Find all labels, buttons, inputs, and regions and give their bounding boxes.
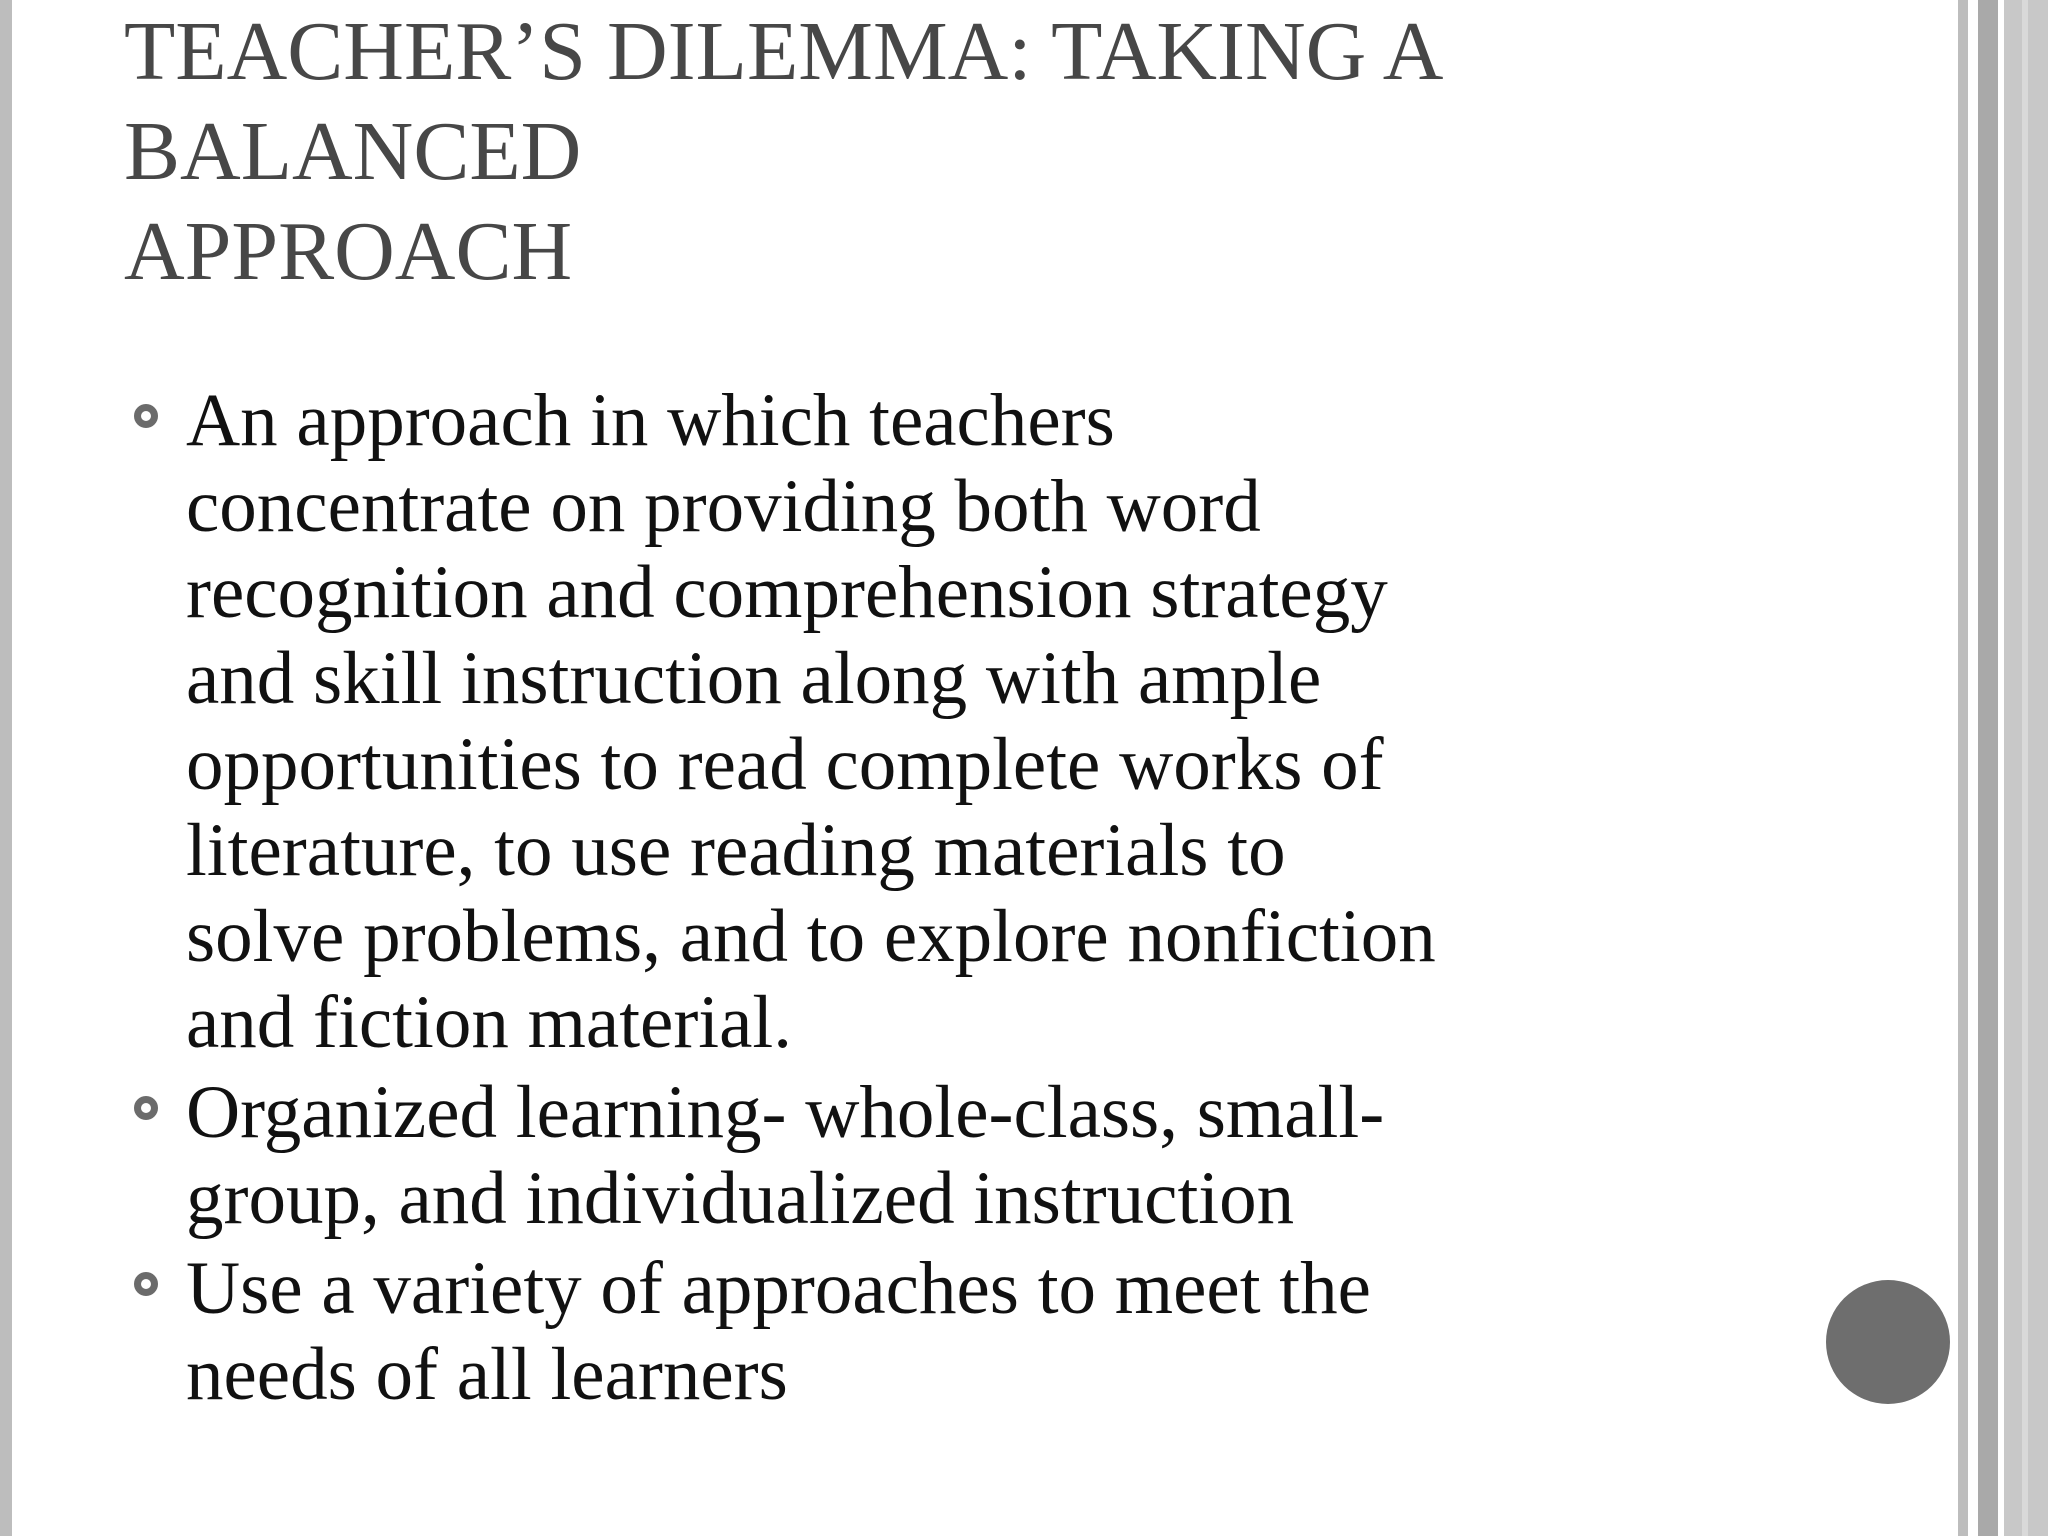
- bullet-line: concentrate on providing both word: [186, 465, 1261, 548]
- bullet-list: [130, 378, 1750, 1422]
- bullet-line: Use a variety of approaches to meet the: [186, 1247, 1371, 1330]
- title-line: BALANCED: [124, 105, 582, 198]
- bullet-line: and skill instruction along with ample: [186, 637, 1322, 720]
- bullet-line: opportunities to read complete works of: [186, 723, 1384, 806]
- bullet-line: literature, to use reading materials to: [186, 809, 1286, 892]
- right-decor-stripe: [1978, 0, 1998, 1536]
- title-line: APPROACH: [124, 205, 573, 298]
- bullet-line: and fiction material.: [186, 981, 793, 1064]
- bullet-item: [130, 1070, 1750, 1242]
- bullet-line: solve problems, and to explore nonfiction: [186, 895, 1436, 978]
- right-decor-stripe: [2022, 0, 2028, 1536]
- decorative-circle: [1826, 1280, 1950, 1404]
- bullet-line: needs of all learners: [186, 1333, 788, 1416]
- bullet-text: [186, 378, 1750, 1066]
- hollow-circle-bullet-icon: [134, 1272, 158, 1296]
- bullet-item: [130, 378, 1750, 1066]
- bullet-line: Organized learning- whole-class, small-: [186, 1071, 1385, 1154]
- right-decor-stripe: [1958, 0, 1968, 1536]
- bullet-item: [130, 1246, 1750, 1418]
- hollow-circle-bullet-icon: [134, 404, 158, 428]
- hollow-circle-bullet-icon: [134, 1096, 158, 1120]
- left-frame-border: [0, 0, 12, 1536]
- bullet-text: [186, 1070, 1750, 1242]
- bullet-line: An approach in which teachers: [186, 379, 1115, 462]
- title-line: TEACHER’S DILEMMA: TAKING A: [124, 5, 1444, 98]
- bullet-line: group, and individualized instruction: [186, 1157, 1295, 1240]
- bullet-line: recognition and comprehension strategy: [186, 551, 1388, 634]
- slide-title: [124, 2, 1824, 302]
- bullet-text: [186, 1246, 1750, 1418]
